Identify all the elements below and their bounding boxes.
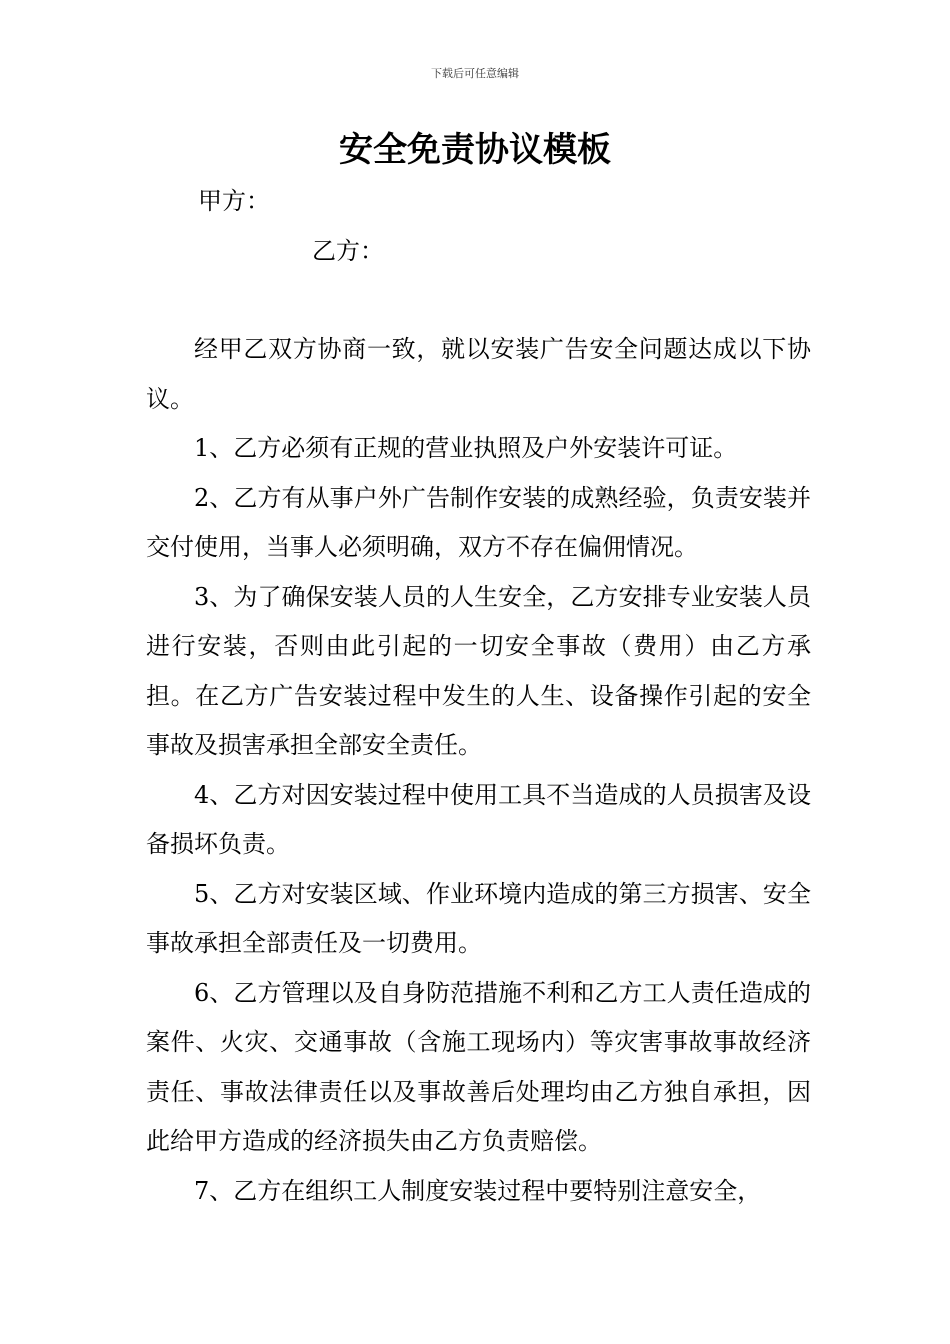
clause-6: 6、乙方管理以及自身防范措施不利和乙方工人责任造成的案件、火灾、交通事故（含施工现场内）等灾害事故事故经济责任、事故法律责任以及事故善后处理均由乙方独自承担，因此给甲方造成的经济损失由乙方负责赔偿。 xyxy=(146,978,811,1155)
party-a-label: 甲方： xyxy=(198,187,270,215)
clause-5: 5、乙方对安装区域、作业环境内造成的第三方损害、安全事故承担全部责任及一切费用。 xyxy=(146,879,811,957)
clause-1: 1、乙方必须有正规的营业执照及户外安装许可证。 xyxy=(194,434,738,462)
party-b-label: 乙方： xyxy=(312,237,384,265)
intro-paragraph: 经甲乙双方协商一致，就以安装广告安全问题达成以下协议。 xyxy=(146,335,811,413)
clause-2: 2、乙方有从事户外广告制作安装的成熟经验，负责安装并交付使用，当事人必须明确，双方不存在偏佣情况。 xyxy=(146,483,811,561)
clause-7: 7、乙方在组织工人制度安装过程中要特别注意安全， xyxy=(194,1176,762,1205)
clause-3: 3、为了确保安装人员的人生安全，乙方安排专业安装人员进行安装，否则由此引起的一切安全事故（费用）由乙方承担。在乙方广告安装过程中发生的人生、设备操作引起的安全事故及损害承担全部安全责任。 xyxy=(146,582,811,759)
header-note: 下载后可任意编辑 xyxy=(431,67,519,80)
clause-4: 4、乙方对因安装过程中使用工具不当造成的人员损害及设备损坏负责。 xyxy=(146,780,811,858)
document-title: 安全免责协议模板 xyxy=(339,130,611,170)
agreement-body xyxy=(146,325,811,1216)
